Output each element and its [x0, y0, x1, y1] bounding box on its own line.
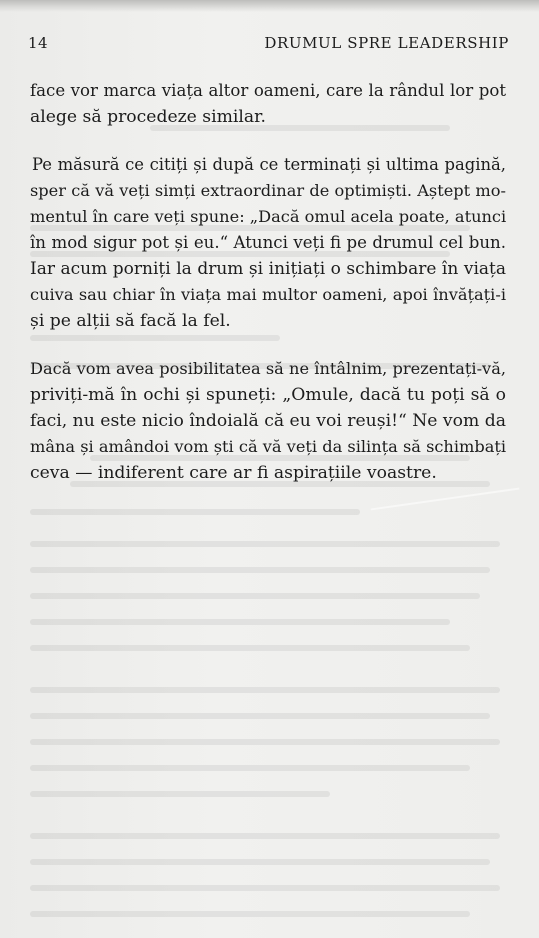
- text-line: și pe alții să facă la fel.: [30, 311, 231, 331]
- page-top-edge-shadow: [0, 0, 539, 12]
- text-line: în mod sigur pot și eu.“ Atunci veți fi pe drumul cel bun.: [30, 233, 506, 252]
- paragraph-3: [30, 356, 506, 486]
- text-line: alege să procedeze similar.: [30, 107, 266, 127]
- running-title: DRUMUL SPRE LEADERSHIP: [264, 34, 509, 52]
- text-line: face vor marca viața altor oameni, care la rândul lor pot: [30, 81, 506, 100]
- text-line: priviți-mă în ochi și spuneți: „Omule, dacă tu poți să o: [30, 385, 506, 405]
- text-line: faci, nu este nicio îndoială că eu voi reuși!“ Ne vom da: [30, 411, 506, 431]
- paragraph-1: [30, 78, 506, 130]
- text-line: Dacă vom avea posibilitatea să ne întâlnim, prezentați-vă,: [30, 359, 506, 378]
- text-line: Iar acum porniți la drum și inițiați o schimbare în viața: [30, 259, 506, 279]
- page-number: 14: [28, 34, 49, 52]
- body-text: [30, 78, 506, 508]
- text-line: cuiva sau chiar în viața mai multor oameni, apoi învățați-i: [30, 285, 506, 304]
- text-line: sper că vă veți simți extraordinar de optimiști. Aștept mo-: [30, 181, 506, 200]
- text-line: mâna și amândoi vom ști că vă veți da silința să schimbați: [30, 437, 507, 456]
- page-header: [28, 34, 509, 56]
- text-line: Pe măsură ce citiți și după ce terminați și ultima pagină,: [32, 155, 506, 174]
- paragraph-2: [30, 152, 506, 334]
- text-line: mentul în care veți spune: „Dacă omul acela poate, atunci: [30, 207, 507, 226]
- text-line: ceva — indiferent care ar fi aspirațiile voastre.: [30, 463, 437, 483]
